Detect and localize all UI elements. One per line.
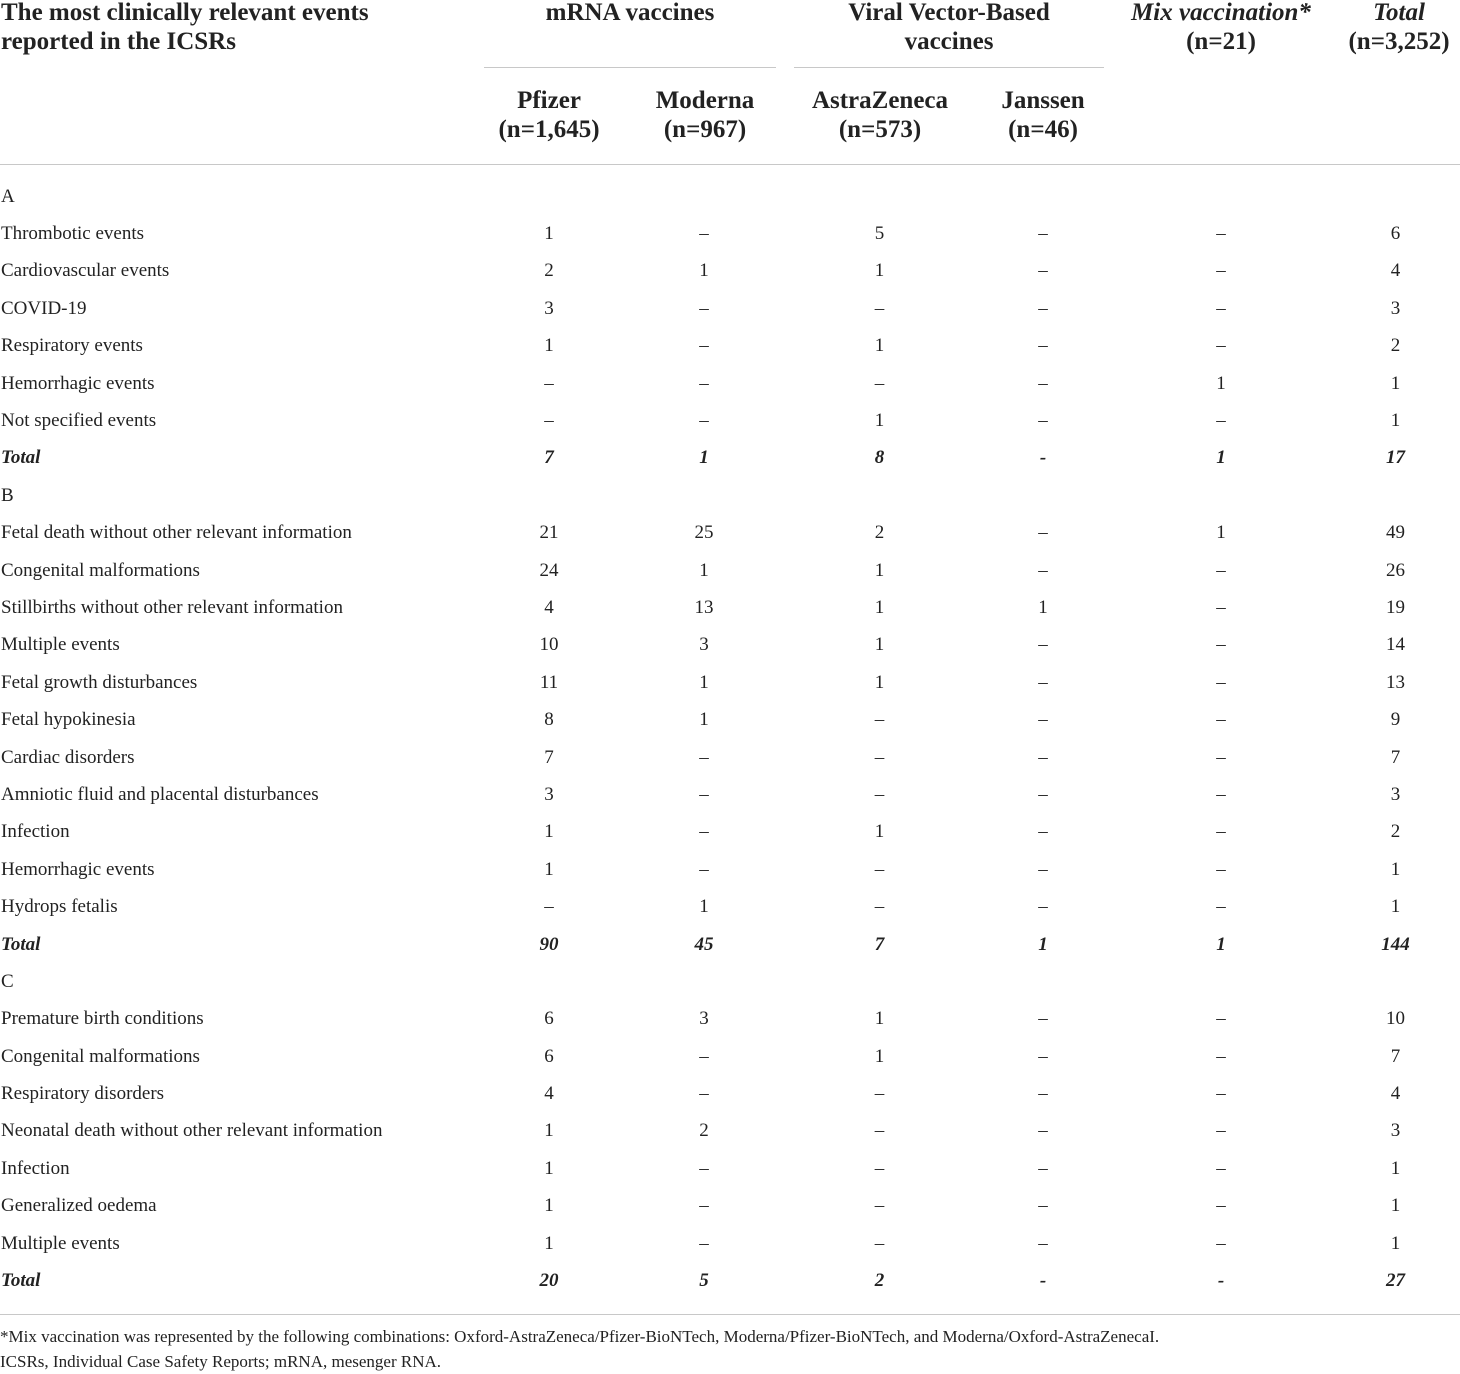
pfizer-cell: – — [544, 410, 554, 432]
janssen-cell: - — [1039, 447, 1047, 469]
moderna-cell: 45 — [694, 933, 714, 955]
mix-cell: – — [1216, 260, 1226, 282]
table-row — [0, 365, 1460, 402]
section-label: C — [1, 970, 14, 992]
mix-cell: – — [1216, 746, 1226, 768]
mrna-group-rule — [484, 67, 776, 68]
janssen-cell: – — [1038, 522, 1048, 544]
mix-cell: – — [1216, 1195, 1226, 1217]
moderna-cell: – — [699, 1232, 709, 1254]
header-bottom-rule — [0, 164, 1460, 165]
mix-cell: – — [1216, 596, 1226, 618]
janssen-cell: – — [1038, 634, 1048, 656]
pfizer-cell: 3 — [544, 297, 554, 319]
astrazeneca-cell: – — [874, 858, 885, 880]
moderna-cell: – — [699, 1083, 709, 1105]
mix-cell: – — [1216, 1232, 1226, 1254]
event-label: Total — [1, 933, 41, 955]
mix-cell: – — [1216, 1083, 1226, 1105]
event-label: Not specified events — [1, 410, 157, 432]
moderna-cell: – — [699, 783, 709, 805]
janssen-cell: 1 — [1038, 596, 1048, 618]
astrazeneca-cell: 1 — [874, 671, 885, 693]
pfizer-column-header — [474, 86, 624, 144]
event-label: Total — [1, 1270, 41, 1292]
total-cell: 3 — [1390, 297, 1401, 319]
moderna-cell: 3 — [699, 1008, 709, 1030]
astrazeneca-cell — [784, 963, 975, 1000]
janssen-cell: 1 — [1038, 933, 1048, 955]
astrazeneca-cell: 1 — [874, 335, 885, 357]
total-cell: 1 — [1390, 896, 1401, 918]
pfizer-n: (n=1,645) — [498, 116, 600, 143]
janssen-cell — [975, 178, 1111, 215]
astrazeneca-cell: 5 — [874, 223, 885, 245]
section-label: A — [1, 185, 15, 207]
pfizer-cell: 7 — [544, 746, 554, 768]
astrazeneca-cell: 8 — [874, 447, 885, 469]
event-label: Thrombotic events — [1, 223, 144, 245]
total-cell: 1 — [1390, 858, 1401, 880]
total-column-label: Total — [1373, 0, 1425, 26]
pfizer-cell — [474, 963, 624, 1000]
event-label: Fetal growth disturbances — [1, 671, 198, 693]
mix-cell: 1 — [1216, 522, 1226, 544]
janssen-cell: – — [1038, 260, 1048, 282]
total-row — [0, 440, 1460, 477]
pfizer-cell: 24 — [539, 559, 559, 581]
event-label: Neonatal death without other relevant information — [1, 1120, 383, 1142]
table-bottom-rule — [0, 1314, 1460, 1315]
total-cell: 4 — [1390, 1083, 1401, 1105]
janssen-cell: – — [1038, 410, 1048, 432]
event-label: Fetal death without other relevant information — [1, 522, 352, 544]
pfizer-cell: 2 — [544, 260, 554, 282]
total-cell — [1331, 963, 1460, 1000]
astrazeneca-cell: – — [874, 709, 885, 731]
astrazeneca-cell: 1 — [874, 596, 885, 618]
astrazeneca-cell: – — [874, 372, 885, 394]
astrazeneca-cell: 1 — [874, 1045, 885, 1067]
total-cell: 1 — [1390, 1195, 1401, 1217]
total-cell: 1 — [1390, 1157, 1401, 1179]
event-label: Respiratory disorders — [1, 1083, 165, 1105]
table-row — [0, 328, 1460, 365]
event-label: COVID-19 — [1, 297, 87, 319]
janssen-cell: – — [1038, 1008, 1048, 1030]
table-row — [0, 215, 1460, 252]
event-label: Premature birth conditions — [1, 1008, 204, 1030]
astrazeneca-cell: – — [874, 1157, 885, 1179]
janssen-n: (n=46) — [1008, 116, 1078, 143]
first-column-header-line2: reported in the ICSRs — [1, 28, 236, 55]
mix-cell: – — [1216, 1045, 1226, 1067]
total-cell: 144 — [1381, 933, 1410, 955]
viral-vector-group-rule — [794, 67, 1104, 68]
astrazeneca-label: AstraZeneca — [811, 87, 949, 114]
first-column-header-line1: The most clinically relevant events — [1, 0, 369, 26]
mix-cell — [1111, 963, 1331, 1000]
astrazeneca-cell: 7 — [874, 933, 885, 955]
moderna-cell — [624, 477, 784, 514]
viral-vector-header-line1: Viral Vector-Based — [848, 0, 1050, 26]
total-cell: 9 — [1390, 709, 1401, 731]
janssen-column-header — [968, 86, 1118, 144]
event-label: Cardiovascular events — [1, 260, 170, 282]
total-cell: 1 — [1390, 372, 1401, 394]
pfizer-cell: 1 — [544, 335, 554, 357]
astrazeneca-cell: – — [874, 1083, 885, 1105]
astrazeneca-cell: 1 — [874, 634, 885, 656]
astrazeneca-cell: 1 — [874, 821, 885, 843]
total-cell: 19 — [1386, 596, 1405, 618]
pfizer-cell: 1 — [544, 223, 554, 245]
pfizer-cell: 6 — [544, 1045, 554, 1067]
events-table-body — [0, 178, 1460, 1300]
mix-vaccination-n: (n=21) — [1186, 28, 1256, 55]
event-label: Respiratory events — [1, 335, 143, 357]
moderna-cell: – — [699, 335, 709, 357]
janssen-cell: – — [1038, 1083, 1048, 1105]
janssen-cell: – — [1038, 783, 1048, 805]
event-label: Amniotic fluid and placental disturbances — [1, 783, 319, 805]
mix-cell: 1 — [1216, 447, 1226, 469]
mix-vaccination-label: Mix vaccination* — [1131, 0, 1311, 26]
event-label: Generalized oedema — [1, 1195, 157, 1217]
total-cell: 10 — [1386, 1008, 1405, 1030]
table-row — [0, 776, 1460, 813]
mix-cell: – — [1216, 1120, 1226, 1142]
footnote-abbreviations: ICSRs, Individual Case Safety Reports; mRNA, mesenger RNA. — [0, 1352, 442, 1371]
moderna-cell: 1 — [699, 671, 709, 693]
table-row — [0, 1188, 1460, 1225]
mix-cell: – — [1216, 223, 1226, 245]
table-row — [0, 851, 1460, 888]
total-cell: 4 — [1390, 260, 1401, 282]
section-row — [0, 477, 1460, 514]
mix-cell: 1 — [1216, 372, 1226, 394]
total-cell: 27 — [1386, 1270, 1405, 1292]
table-row — [0, 589, 1460, 626]
event-label: Fetal hypokinesia — [1, 709, 136, 731]
total-cell: 7 — [1390, 1045, 1401, 1067]
total-column-n: (n=3,252) — [1348, 28, 1450, 55]
table-row — [0, 627, 1460, 664]
pfizer-cell: 8 — [544, 709, 554, 731]
table-row — [0, 253, 1460, 290]
pfizer-label: Pfizer — [517, 87, 581, 114]
moderna-cell: 13 — [694, 596, 714, 618]
table-row — [0, 1113, 1460, 1150]
event-label: Infection — [1, 821, 70, 843]
janssen-cell: – — [1038, 671, 1048, 693]
pfizer-cell: 90 — [539, 933, 559, 955]
viral-vector-group-header — [794, 0, 1104, 56]
astrazeneca-cell: – — [874, 297, 885, 319]
mix-cell: – — [1216, 709, 1226, 731]
moderna-cell: – — [699, 223, 709, 245]
total-cell: 2 — [1390, 335, 1401, 357]
events-table — [0, 178, 1460, 1300]
mrna-group-header: mRNA vaccines — [545, 0, 715, 26]
moderna-cell: 25 — [694, 522, 714, 544]
event-label: Infection — [1, 1157, 70, 1179]
pfizer-cell: 20 — [539, 1270, 559, 1292]
moderna-cell: – — [699, 1157, 709, 1179]
moderna-cell — [624, 178, 784, 215]
total-row — [0, 926, 1460, 963]
janssen-cell: – — [1038, 1120, 1048, 1142]
moderna-cell: 1 — [699, 709, 709, 731]
event-label: Hemorrhagic events — [1, 858, 155, 880]
astrazeneca-cell: 2 — [874, 522, 885, 544]
total-cell: 14 — [1386, 634, 1405, 656]
table-row — [0, 402, 1460, 439]
janssen-cell — [975, 477, 1111, 514]
total-cell: 17 — [1386, 447, 1405, 469]
mix-cell: - — [1217, 1270, 1225, 1292]
janssen-cell: – — [1038, 1232, 1048, 1254]
pfizer-cell: 10 — [539, 634, 559, 656]
total-row — [0, 1262, 1460, 1299]
pfizer-cell: 6 — [544, 1008, 554, 1030]
pfizer-cell: 1 — [544, 1157, 554, 1179]
moderna-cell: – — [699, 1045, 709, 1067]
pfizer-cell: 4 — [544, 1083, 554, 1105]
astrazeneca-cell: – — [874, 746, 885, 768]
mix-cell: – — [1216, 671, 1226, 693]
pfizer-cell: 3 — [544, 783, 554, 805]
astrazeneca-cell — [784, 477, 975, 514]
astrazeneca-column-header — [795, 86, 965, 144]
mix-cell — [1111, 178, 1331, 215]
total-cell: 49 — [1386, 522, 1405, 544]
viral-vector-header-line2: vaccines — [904, 28, 994, 55]
mix-cell: – — [1216, 1157, 1226, 1179]
moderna-n: (n=967) — [663, 116, 747, 143]
mix-cell: – — [1216, 297, 1226, 319]
janssen-cell: – — [1038, 746, 1048, 768]
astrazeneca-cell: 1 — [874, 1008, 885, 1030]
astrazeneca-cell: 1 — [874, 410, 885, 432]
event-label: Hydrops fetalis — [1, 896, 118, 918]
mix-cell: – — [1216, 821, 1226, 843]
mix-cell — [1111, 477, 1331, 514]
table-row — [0, 1075, 1460, 1112]
astrazeneca-cell: – — [874, 1120, 885, 1142]
janssen-cell: – — [1038, 1045, 1048, 1067]
pfizer-cell: – — [544, 372, 554, 394]
total-cell: 6 — [1390, 223, 1401, 245]
table-row — [0, 1001, 1460, 1038]
moderna-label: Moderna — [655, 87, 755, 114]
section-row — [0, 178, 1460, 215]
first-column-header — [1, 0, 471, 56]
mix-cell: – — [1216, 559, 1226, 581]
janssen-cell: – — [1038, 1195, 1048, 1217]
pfizer-cell — [474, 477, 624, 514]
event-label: Multiple events — [1, 634, 120, 656]
pfizer-cell: 4 — [544, 596, 554, 618]
total-cell: 3 — [1390, 783, 1401, 805]
total-cell: 7 — [1390, 746, 1401, 768]
janssen-label: Janssen — [1001, 87, 1085, 114]
event-label: Stillbirths without other relevant information — [1, 596, 343, 618]
astrazeneca-cell: 1 — [874, 260, 885, 282]
footnote-mix-vaccination: *Mix vaccination was represented by the following combinations: Oxford-AstraZeneca/Pfizer-BioNTech, Moderna/Pfizer-BioNTech, and Moderna/Oxford-AstraZenecaI. — [0, 1327, 1160, 1346]
moderna-cell — [624, 963, 784, 1000]
total-column-header — [1338, 0, 1460, 56]
event-label: Cardiac disorders — [1, 746, 135, 768]
total-cell — [1331, 178, 1460, 215]
total-cell: 3 — [1390, 1120, 1401, 1142]
astrazeneca-cell: – — [874, 1195, 885, 1217]
mix-cell: 1 — [1216, 933, 1226, 955]
table-row — [0, 1150, 1460, 1187]
mix-vaccination-header — [1122, 0, 1320, 56]
moderna-cell: – — [699, 746, 709, 768]
mix-cell: – — [1216, 896, 1226, 918]
table-row — [0, 701, 1460, 738]
total-cell — [1331, 477, 1460, 514]
janssen-cell — [975, 963, 1111, 1000]
table-row — [0, 552, 1460, 589]
janssen-cell: – — [1038, 821, 1048, 843]
janssen-cell: - — [1039, 1270, 1047, 1292]
janssen-cell: – — [1038, 223, 1048, 245]
pfizer-cell: 1 — [544, 858, 554, 880]
mix-cell: – — [1216, 858, 1226, 880]
mix-cell: – — [1216, 634, 1226, 656]
moderna-cell: – — [699, 297, 709, 319]
pfizer-cell: 1 — [544, 1195, 554, 1217]
total-cell: 2 — [1390, 821, 1401, 843]
janssen-cell: – — [1038, 1157, 1048, 1179]
astrazeneca-cell: 1 — [874, 559, 885, 581]
pfizer-cell — [474, 178, 624, 215]
moderna-cell: – — [699, 410, 709, 432]
event-label: Multiple events — [1, 1232, 120, 1254]
astrazeneca-cell — [784, 178, 975, 215]
pfizer-cell: – — [544, 896, 554, 918]
event-label: Congenital malformations — [1, 559, 200, 581]
table-row — [0, 515, 1460, 552]
pfizer-cell: 1 — [544, 1232, 554, 1254]
moderna-cell: 1 — [699, 896, 709, 918]
janssen-cell: – — [1038, 709, 1048, 731]
table-row — [0, 1038, 1460, 1075]
astrazeneca-cell: 2 — [874, 1270, 885, 1292]
pfizer-cell: 7 — [544, 447, 554, 469]
astrazeneca-cell: – — [874, 783, 885, 805]
janssen-cell: – — [1038, 896, 1048, 918]
moderna-cell: 1 — [699, 447, 709, 469]
section-label: B — [1, 484, 14, 506]
table-row — [0, 290, 1460, 327]
pfizer-cell: 21 — [539, 522, 559, 544]
mix-cell: – — [1216, 410, 1226, 432]
pfizer-cell: 11 — [539, 671, 559, 693]
janssen-cell: – — [1038, 297, 1048, 319]
moderna-cell: 1 — [699, 559, 709, 581]
total-cell: 26 — [1386, 559, 1405, 581]
janssen-cell: – — [1038, 559, 1048, 581]
moderna-cell: – — [699, 821, 709, 843]
moderna-cell: – — [699, 1195, 709, 1217]
mix-cell: – — [1216, 783, 1226, 805]
mix-cell: – — [1216, 335, 1226, 357]
mix-cell: – — [1216, 1008, 1226, 1030]
event-label: Hemorrhagic events — [1, 372, 155, 394]
table-row — [0, 739, 1460, 776]
janssen-cell: – — [1038, 372, 1048, 394]
pfizer-cell: 1 — [544, 821, 554, 843]
moderna-cell: 5 — [699, 1270, 709, 1292]
total-cell: 1 — [1390, 1232, 1401, 1254]
moderna-column-header — [630, 86, 780, 144]
moderna-cell: – — [699, 858, 709, 880]
table-row — [0, 1225, 1460, 1262]
table-row — [0, 814, 1460, 851]
astrazeneca-n: (n=573) — [838, 116, 922, 143]
event-label: Total — [1, 447, 41, 469]
total-cell: 13 — [1386, 671, 1405, 693]
moderna-cell: 2 — [699, 1120, 709, 1142]
astrazeneca-cell: – — [874, 1232, 885, 1254]
janssen-cell: – — [1038, 335, 1048, 357]
moderna-cell: 1 — [699, 260, 709, 282]
astrazeneca-cell: – — [874, 896, 885, 918]
janssen-cell: – — [1038, 858, 1048, 880]
moderna-cell: 3 — [699, 634, 709, 656]
pfizer-cell: 1 — [544, 1120, 554, 1142]
total-cell: 1 — [1390, 410, 1401, 432]
event-label: Congenital malformations — [1, 1045, 200, 1067]
moderna-cell: – — [699, 372, 709, 394]
table-row — [0, 888, 1460, 925]
table-row — [0, 664, 1460, 701]
section-row — [0, 963, 1460, 1000]
